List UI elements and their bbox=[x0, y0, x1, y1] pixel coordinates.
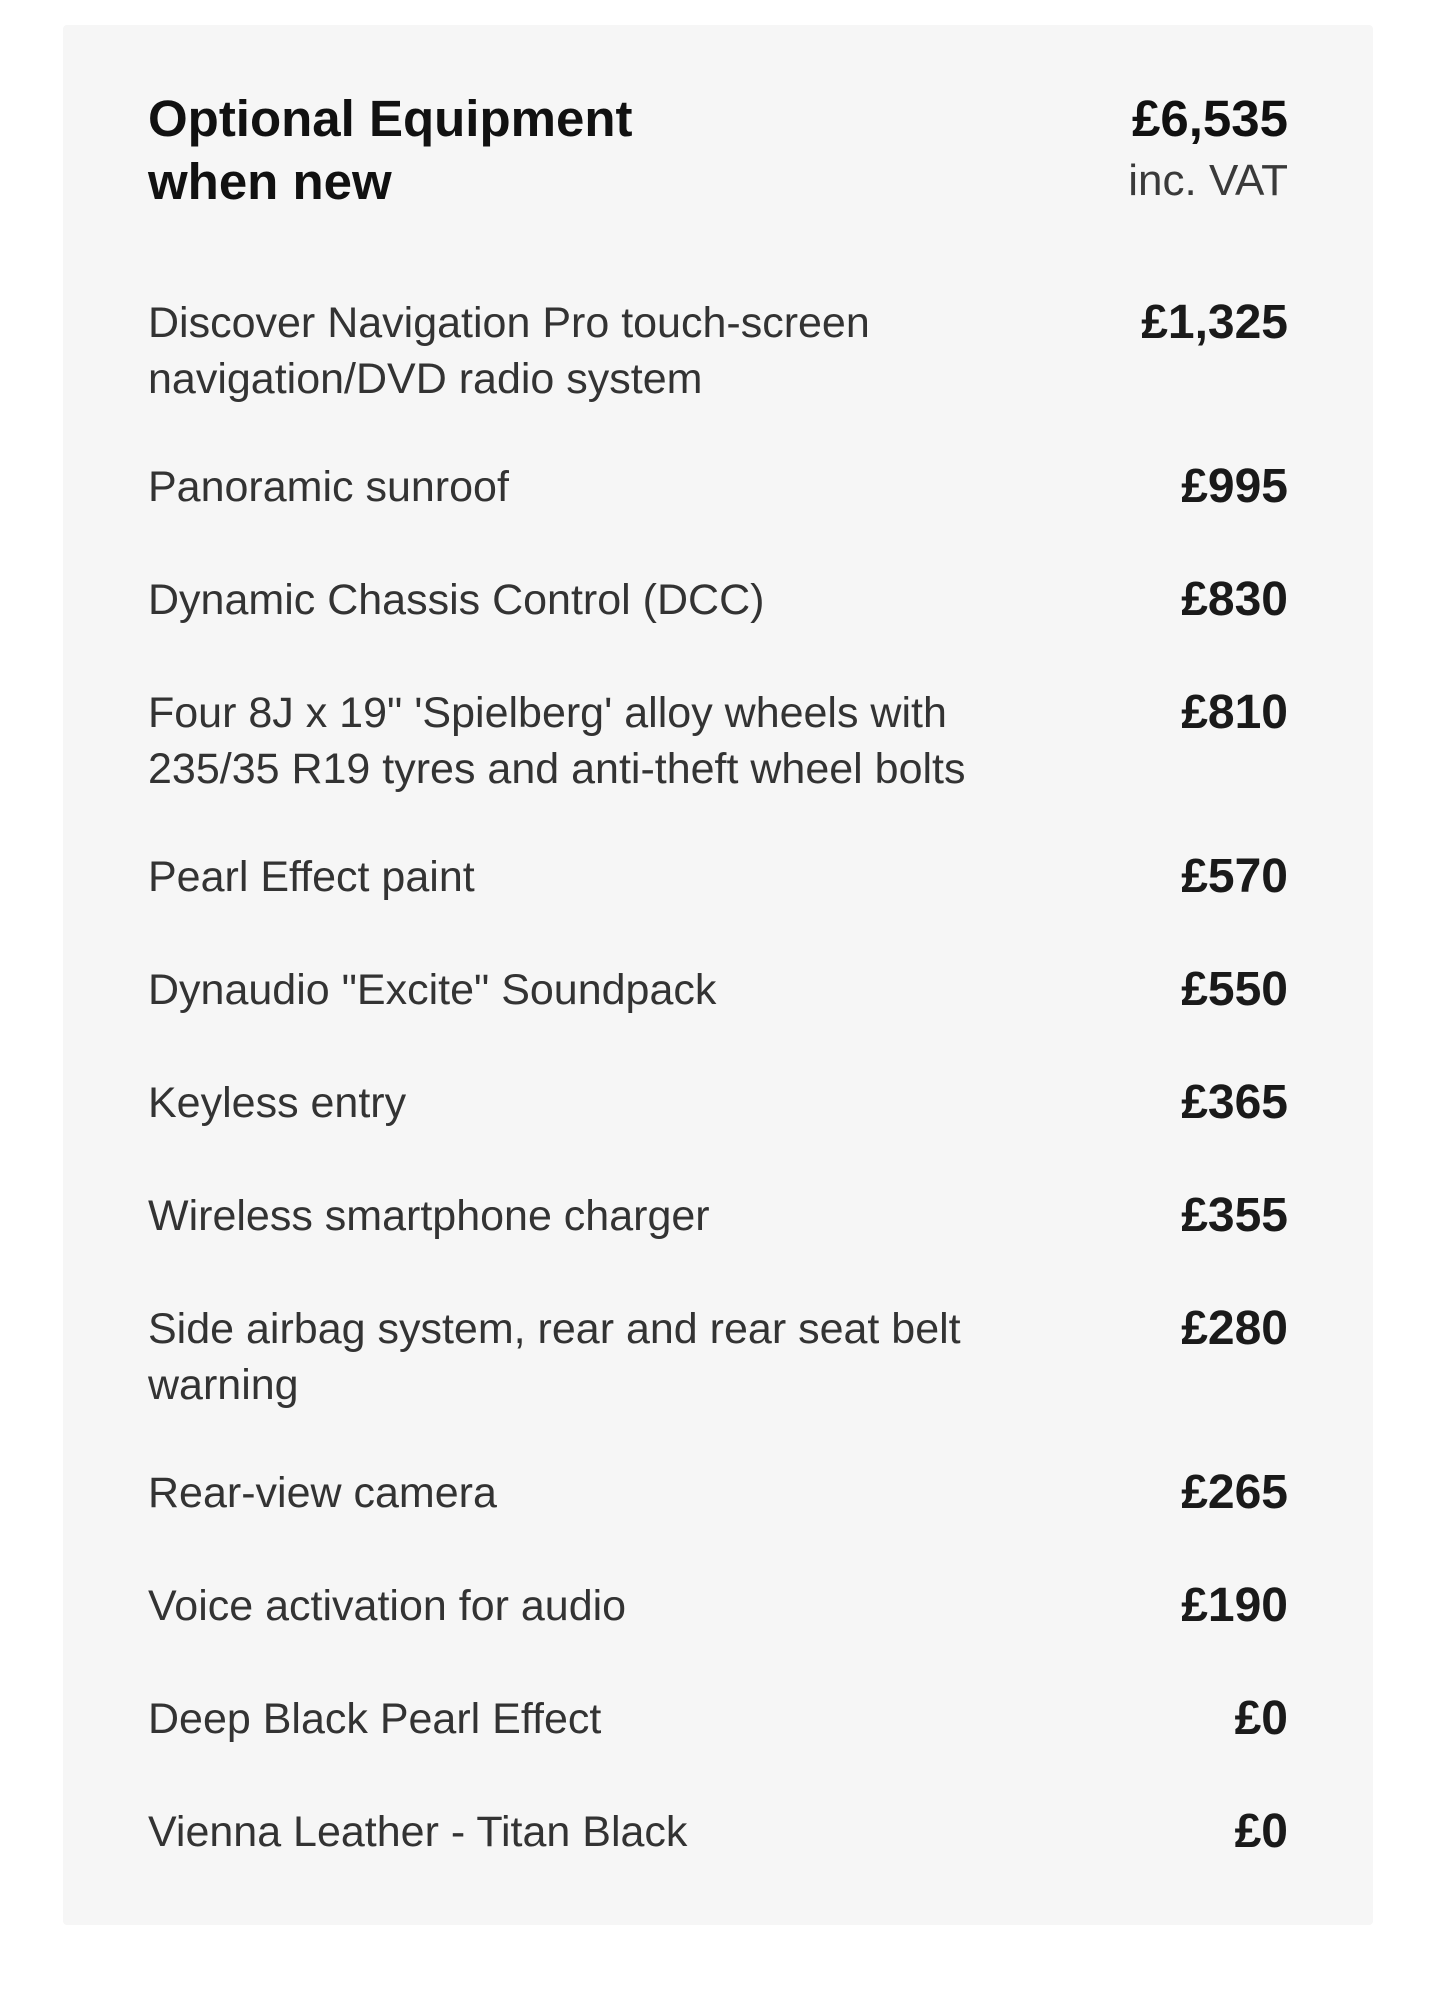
equipment-title-line2: when new bbox=[148, 153, 392, 210]
total-price: £6,535 bbox=[1132, 90, 1288, 147]
item-price: £0 bbox=[1234, 1805, 1288, 1858]
item-price: £280 bbox=[1181, 1302, 1288, 1355]
item-price: £365 bbox=[1181, 1076, 1288, 1129]
item-label: Keyless entry bbox=[148, 1079, 407, 1127]
item-price: £265 bbox=[1181, 1466, 1288, 1519]
item-label: Dynaudio "Excite" Soundpack bbox=[148, 966, 717, 1014]
optional-equipment-card bbox=[63, 25, 1373, 1925]
item-label: Four 8J x 19" 'Spielberg' alloy wheels with 235/35 R19 tyres and anti-theft wheel bolts bbox=[148, 689, 966, 793]
list-item bbox=[148, 459, 1288, 515]
item-price: £995 bbox=[1181, 460, 1288, 513]
list-item bbox=[148, 1578, 1288, 1634]
item-price: £1,325 bbox=[1141, 296, 1288, 349]
equipment-title-line1: Optional Equipment bbox=[148, 90, 633, 147]
item-price: £190 bbox=[1181, 1579, 1288, 1632]
item-label: Panoramic sunroof bbox=[148, 463, 509, 511]
item-label: Side airbag system, rear and rear seat belt warning bbox=[148, 1305, 961, 1409]
item-price: £570 bbox=[1181, 850, 1288, 903]
item-label: Rear-view camera bbox=[148, 1469, 497, 1517]
equipment-list bbox=[148, 295, 1288, 1860]
item-price: £810 bbox=[1181, 686, 1288, 739]
list-item bbox=[148, 572, 1288, 628]
equipment-header bbox=[148, 87, 1288, 257]
item-label: Wireless smartphone charger bbox=[148, 1192, 710, 1240]
list-item bbox=[148, 1075, 1288, 1131]
list-item bbox=[148, 1301, 1288, 1409]
list-item bbox=[148, 685, 1288, 793]
list-item bbox=[148, 1804, 1288, 1860]
vat-note: inc. VAT bbox=[1128, 156, 1288, 205]
item-price: £355 bbox=[1181, 1189, 1288, 1242]
item-label: Vienna Leather - Titan Black bbox=[148, 1808, 688, 1856]
list-item bbox=[148, 1465, 1288, 1521]
item-label: Dynamic Chassis Control (DCC) bbox=[148, 576, 765, 624]
item-label: Deep Black Pearl Effect bbox=[148, 1695, 602, 1743]
list-item bbox=[148, 1188, 1288, 1244]
item-label: Pearl Effect paint bbox=[148, 853, 475, 901]
list-item bbox=[148, 962, 1288, 1018]
item-label: Voice activation for audio bbox=[148, 1582, 627, 1630]
item-label: Discover Navigation Pro touch-screen navigation/DVD radio system bbox=[148, 299, 870, 403]
item-price: £550 bbox=[1181, 963, 1288, 1016]
list-item bbox=[148, 1691, 1288, 1747]
equipment-title bbox=[148, 87, 848, 213]
item-price: £830 bbox=[1181, 573, 1288, 626]
item-price: £0 bbox=[1234, 1692, 1288, 1745]
list-item bbox=[148, 295, 1288, 403]
list-item bbox=[148, 849, 1288, 905]
